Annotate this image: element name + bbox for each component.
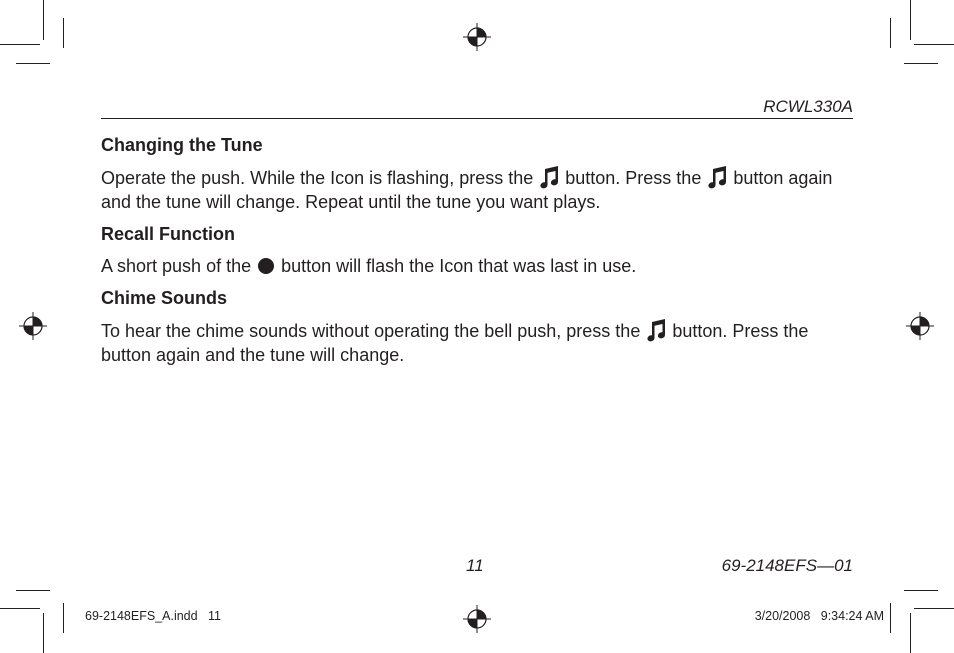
crosshair-registration-icon: [463, 23, 491, 51]
slug-filename: 69-2148EFS_A.indd 11: [85, 609, 221, 623]
crosshair-registration-icon: [906, 312, 934, 340]
page-number: 11: [466, 556, 484, 575]
section-body: A short push of the button will flash the Icon that was last in use.: [101, 256, 637, 276]
section-heading: Recall Function: [101, 224, 236, 244]
crop-mark: [16, 63, 50, 64]
crosshair-registration-icon: [463, 605, 491, 633]
music-note-icon: [645, 318, 667, 342]
slug-timestamp: 3/20/2008 9:34:24 AM: [754, 609, 884, 623]
manual-content: [101, 134, 861, 367]
crop-mark: [63, 603, 64, 633]
crop-mark: [0, 44, 40, 45]
music-note-icon: [538, 165, 560, 189]
crop-mark: [43, 613, 44, 653]
crop-mark: [890, 603, 891, 633]
filled-circle-icon: [258, 258, 274, 274]
crop-mark: [0, 608, 40, 609]
crop-mark: [914, 608, 954, 609]
crop-mark: [43, 0, 44, 40]
crop-mark: [914, 44, 954, 45]
document-number: 69-2148EFS—01: [721, 556, 853, 575]
model-number: RCWL330A: [763, 97, 853, 116]
section-heading: Chime Sounds: [101, 288, 228, 308]
crop-mark: [16, 590, 50, 591]
crosshair-registration-icon: [19, 312, 47, 340]
crop-mark: [904, 63, 938, 64]
crop-mark: [910, 0, 911, 40]
crop-mark: [904, 590, 938, 591]
crop-mark: [890, 18, 891, 48]
section-body: Operate the push. While the Icon is flashing, press the button. Press the button again and the tune will change. Repeat until the tune you want plays.: [101, 165, 861, 214]
section-body: To hear the chime sounds without operating the bell push, press the button. Press the button again and the tune will change.: [101, 318, 861, 367]
crop-mark: [63, 18, 64, 48]
crop-mark: [910, 613, 911, 653]
header-rule: [101, 118, 853, 119]
section-heading: Changing the Tune: [101, 135, 263, 155]
music-note-icon: [706, 165, 728, 189]
